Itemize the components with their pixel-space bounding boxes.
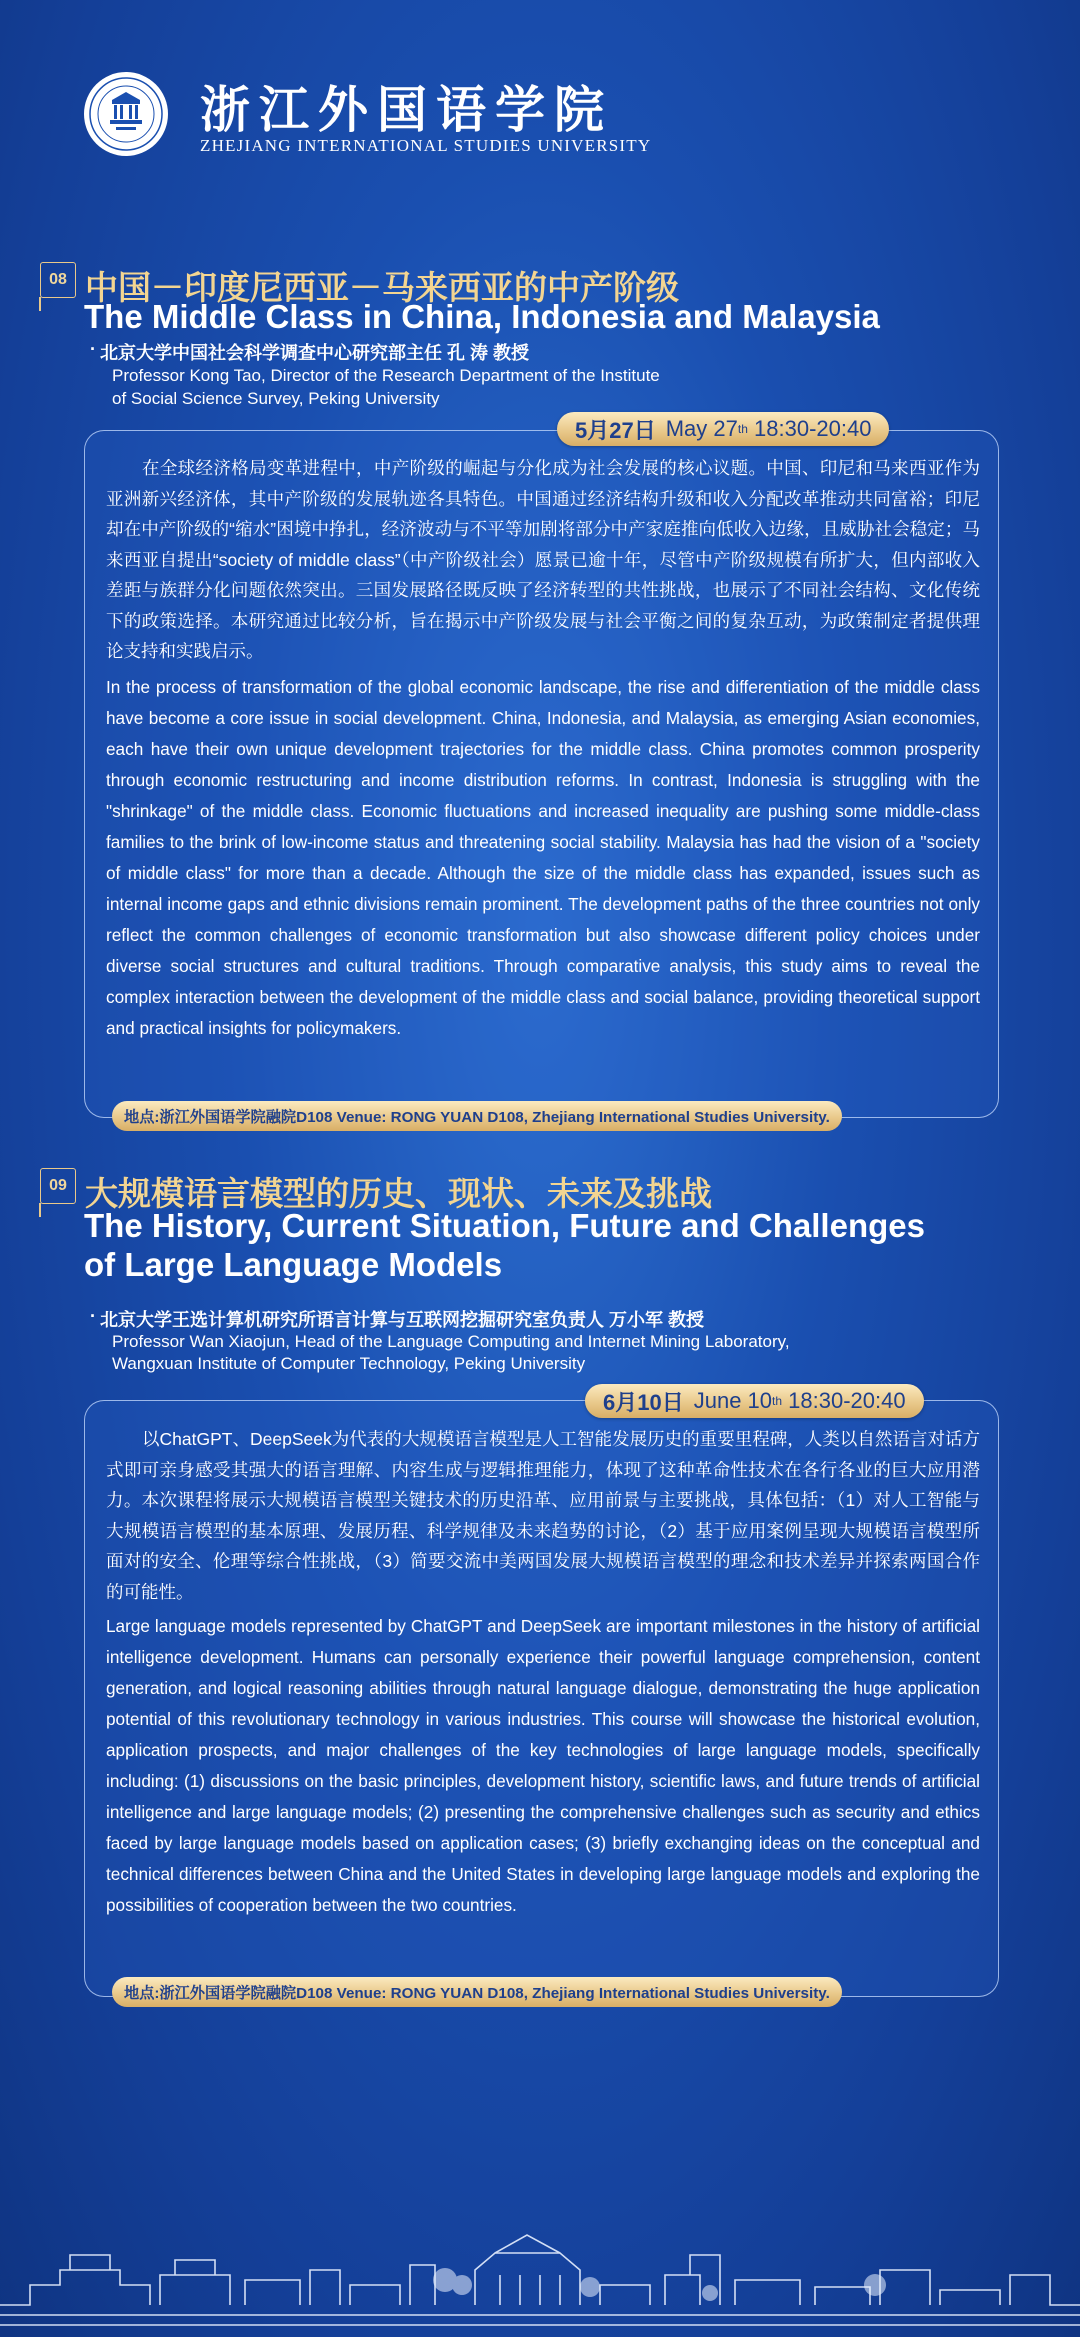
lecture-number-badge: 08: [40, 262, 76, 298]
lecture-number-badge: 09: [40, 1168, 76, 1204]
lecture-title-en: The Middle Class in China, Indonesia and Malaysia: [84, 298, 880, 335]
campus-skyline-illustration: [0, 2175, 1080, 2337]
date-cn: 6月10日: [603, 1389, 684, 1415]
date-en: June 10: [693, 1388, 773, 1413]
venue-pill: 地点:浙江外国语学院融院D108 Venue: RONG YUAN D108, Zhejiang International Studies University.: [112, 1977, 842, 2007]
date-suffix: th: [737, 422, 748, 436]
time-range: 18:30-20:40: [754, 416, 872, 441]
lecture-title-cn: 大规模语言模型的历史、现状、未来及挑战: [85, 1175, 712, 1212]
venue-pill: 地点:浙江外国语学院融院D108 Venue: RONG YUAN D108, Zhejiang International Studies University.: [112, 1101, 842, 1131]
speaker-name-cn: · 北京大学中国社会科学调查中心研究部主任 孔 涛 教授: [100, 339, 529, 365]
speaker-title-en-line1: Professor Wan Xiaojun, Head of the Language Computing and Internet Mining Laboratory,: [112, 1332, 790, 1351]
speaker-title-en-line2: Wangxuan Institute of Computer Technology, Peking University: [112, 1354, 586, 1373]
date-en: May 27: [665, 416, 738, 441]
date-suffix: th: [772, 1394, 783, 1408]
abstract-cn: 以ChatGPT、DeepSeek为代表的大规模语言模型是人工智能发展历史的重要里程碑，人类以自然语言对话方式即可亲身感受其强大的语言理解、内容生成与逻辑推理能力，体现了这种革命性技术在各行各业的巨大应用潜力。本次课程将展示大规模语言模型关键技术的历史沿革、应用前景与主要挑战，具体包括：（1）对人工智能与大规模语言模型的基本原理、发展历程、科学规律及未来趋势的讨论，（2）基于应用案例呈现大规模语言模型所面对的安全、伦理等综合性挑战，（3）简要交流中美两国发展大规模语言模型的理念和技术差异并探索两国合作的可能性。: [106, 1429, 980, 1602]
date-cn: 5月27日: [575, 417, 656, 443]
speaker-name-cn: · 北京大学王选计算机研究所语言计算与互联网挖掘研究室负责人 万小军 教授: [100, 1306, 704, 1332]
university-name-cn: 浙江外国语学院: [200, 80, 613, 139]
lecture-title-en-line2: of Large Language Models: [84, 1246, 503, 1283]
time-range: 18:30-20:40: [788, 1388, 906, 1413]
lecture-title-en-line1: The History, Current Situation, Future and Challenges: [84, 1207, 925, 1244]
lecture-date-pill: [557, 412, 889, 446]
speaker-title-en-line1: Professor Kong Tao, Director of the Research Department of the Institute: [112, 366, 660, 385]
speaker-title-en-line2: of Social Science Survey, Peking University: [112, 389, 440, 408]
university-logo-icon: [82, 70, 170, 158]
university-name-en: ZHEJIANG INTERNATIONAL STUDIES UNIVERSITY: [200, 136, 652, 155]
university-header: [82, 70, 682, 160]
abstract-cn: 在全球经济格局变革进程中，中产阶级的崛起与分化成为社会发展的核心议题。中国、印尼和马来西亚作为亚洲新兴经济体，其中产阶级的发展轨迹各具特色。中国通过经济结构升级和收入分配改革推动共同富裕；印尼却在中产阶级的“缩水”困境中挣扎，经济波动与不平等加剧将部分中产家庭推向低收入边缘，且威胁社会稳定；马来西亚自提出“society of middle class”（中产阶级社会）愿景已逾十年，尽管中产阶级规模有所扩大，但内部收入差距与族群分化问题依然突出。三国发展路径既反映了经济转型的共性挑战，也展示了不同社会结构、文化传统下的政策选择。本研究通过比较分析，旨在揭示中产阶级发展与社会平衡之间的复杂互动，为政策制定者提供理论支持和实践启示。: [106, 458, 980, 661]
abstract-en: In the process of transformation of the global economic landscape, the rise and differentiation of the middle class have become a core issue in social development. China, Indonesia, and Malaysia, as emerging Asian economies, each have their own unique development trajectories for the middle class. China promotes common prosperity through economic restructuring and income distribution reforms. In contrast, Indonesia is struggling with the "shrinkage" of the middle class. Economic fluctuations and increased inequality are pushing some middle-class families to the brink of low-income status and threatening social stability. Malaysia has had the vision of a "society of middle class" for more than a decade. Although the size of the middle class has expanded, issues such as internal income gaps and ethnic divisions remain prominent. The development paths of the three countries not only reflect the common challenges of economic transformation but also showcase different policy choices under diverse social structures and cultural traditions. Through comparative analysis, this study aims to reveal the complex interaction between the development of the middle class and social balance, providing theoretical support and practical insights for policymakers.: [106, 677, 980, 1038]
lecture-title-cn: 中国－印度尼西亚－马来西亚的中产阶级: [85, 269, 679, 306]
abstract-en: Large language models represented by ChatGPT and DeepSeek are important milestones in the history of artificial intelligence development. Humans can personally experience their powerful language comprehension, content generation, and logical reasoning abilities through natural language dialogue, demonstrating the huge application potential of this revolutionary technology in various industries. This course will showcase the historical evolution, application prospects, and major challenges of the key technologies of large language models, specifically including: (1) discussions on the basic principles, development history, scientific laws, and future trends of artificial intelligence and large language models; (2) presenting the comprehensive challenges such as security and ethics faced by large language models based on application cases; (3) briefly exchanging ideas on the conceptual and technical differences between China and the United States in developing large language models and exploring the possibilities of cooperation between the two countries.: [106, 1616, 980, 1915]
lecture-date-pill: [585, 1384, 924, 1418]
